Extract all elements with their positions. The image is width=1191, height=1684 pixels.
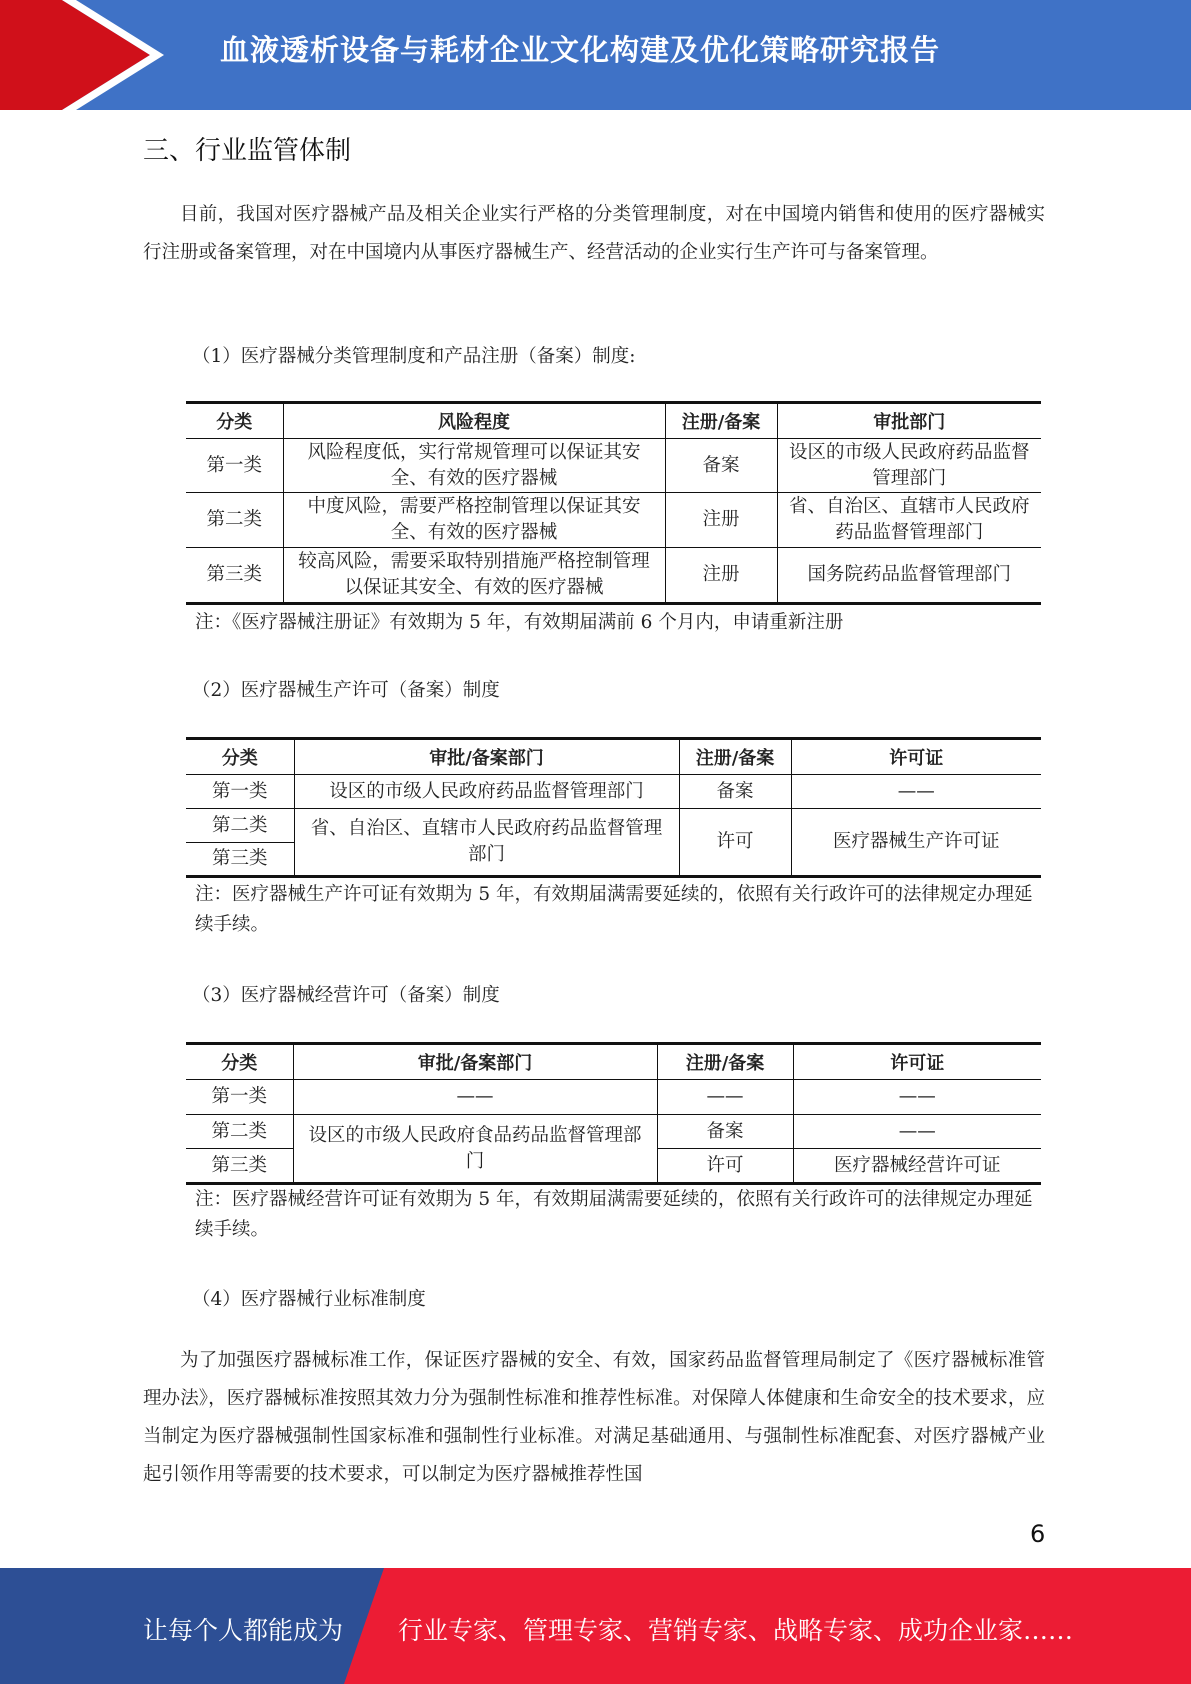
col-header: 注册/备案: [679, 739, 791, 775]
col-header: 分类: [186, 403, 283, 439]
col-header: 许可证: [793, 1044, 1041, 1080]
table-cell: 第一类: [186, 775, 294, 809]
header-banner: [0, 0, 1191, 110]
table-cell: ——: [791, 775, 1041, 809]
table-cell: 第三类: [186, 843, 294, 877]
table-note: 注：医疗器械经营许可证有效期为 5 年，有效期届满需要延续的，依照有关行政许可的法律规定办理延续手续。: [195, 1189, 1033, 1240]
table-cell: 中度风险，需要严格控制管理以保证其安全、有效的医疗器械: [283, 493, 665, 548]
table-note: 注：医疗器械生产许可证有效期为 5 年，有效期届满需要延续的，依照有关行政许可的法律规定办理延续手续。: [195, 884, 1033, 935]
col-header: 注册/备案: [657, 1044, 793, 1080]
section-title: 三、行业监管体制: [143, 136, 352, 166]
merged-license-cell: 医疗器械生产许可证: [791, 809, 1041, 877]
table-cell: 较高风险，需要采取特别措施严格控制管理以保证其安全、有效的医疗器械: [283, 548, 665, 604]
table-cell: 备案: [665, 439, 777, 493]
table-cell: 第一类: [186, 439, 283, 493]
table-cell: ——: [793, 1080, 1041, 1115]
subheading-4: （4）医疗器械行业标准制度: [192, 1289, 426, 1310]
table-cell: 第二类: [186, 1115, 293, 1149]
table-cell: ——: [293, 1080, 657, 1115]
table-row: [186, 439, 1041, 493]
table-cell: 许可: [657, 1149, 793, 1184]
table-cell: ——: [657, 1080, 793, 1115]
table-row: [186, 775, 1041, 809]
table-cell: 第一类: [186, 1080, 293, 1115]
col-header: 审批部门: [777, 403, 1041, 439]
table-cell: 医疗器械经营许可证: [793, 1149, 1041, 1184]
table-cell: 第三类: [186, 548, 283, 604]
col-header: 审批/备案部门: [293, 1044, 657, 1080]
footer-slogan-left: 让每个人都能成为: [143, 1616, 344, 1645]
footer-slogan-right: 行业专家、管理专家、营销专家、战略专家、成功企业家……: [398, 1616, 1074, 1645]
production-license-table: [186, 737, 1041, 878]
table-cell: 设区的市级人民政府药品监督管理部门: [777, 439, 1041, 493]
table-cell: 注册: [665, 493, 777, 548]
merged-type-cell: 许可: [679, 809, 791, 877]
table-cell: 第三类: [186, 1149, 293, 1184]
intro-paragraph: 目前，我国对医疗器械产品及相关企业实行严格的分类管理制度，对在中国境内销售和使用的医疗器械实行注册或备案管理，对在中国境内从事医疗器械生产、经营活动的企业实行生产许可与备案管理。: [143, 204, 1045, 263]
table-cell: 省、自治区、直辖市人民政府药品监督管理部门: [777, 493, 1041, 548]
table-cell: 国务院药品监督管理部门: [777, 548, 1041, 604]
classification-table: [186, 401, 1041, 605]
table-cell: 第二类: [186, 809, 294, 843]
report-title: 血液透析设备与耗材企业文化构建及优化策略研究报告: [220, 33, 941, 67]
table-cell: 风险程度低，实行常规管理可以保证其安全、有效的医疗器械: [283, 439, 665, 493]
merged-dept-cell: 设区的市级人民政府食品药品监督管理部门: [293, 1115, 657, 1184]
subheading-3: （3）医疗器械经营许可（备案）制度: [192, 985, 500, 1006]
standards-paragraph: 为了加强医疗器械标准工作，保证医疗器械的安全、有效，国家药品监督管理局制定了《医疗器械标准管理办法》，医疗器械标准按照其效力分为强制性标准和推荐性标准。对保障人体健康和生命安全的技术要求，应当制定为医疗器械强制性国家标准和强制性行业标准。对满足基础通用、与强制性标准配套、对医疗器械产业起引领作用等需要的技术要求，可以制定为医疗器械推荐性国: [143, 1350, 1045, 1485]
col-header: 分类: [186, 739, 294, 775]
table-row: [186, 809, 1041, 843]
table-note: 注：《医疗器械注册证》有效期为 5 年，有效期届满前 6 个月内，申请重新注册: [195, 612, 844, 633]
table-row: [186, 1080, 1041, 1115]
table-cell: 备案: [657, 1115, 793, 1149]
subheading-2: （2）医疗器械生产许可（备案）制度: [192, 680, 500, 701]
operation-license-table: [186, 1042, 1041, 1185]
page-number: 6: [1030, 1520, 1046, 1548]
col-header: 风险程度: [283, 403, 665, 439]
table-header-row: [186, 739, 1041, 775]
table-row: [186, 493, 1041, 548]
table-header-row: [186, 1044, 1041, 1080]
col-header: 审批/备案部门: [294, 739, 679, 775]
table-row: [186, 1115, 1041, 1149]
col-header: 分类: [186, 1044, 293, 1080]
footer-banner: [0, 1568, 1191, 1684]
col-header: 许可证: [791, 739, 1041, 775]
merged-dept-cell: 省、自治区、直辖市人民政府药品监督管理部门: [294, 809, 679, 877]
table-header-row: [186, 403, 1041, 439]
table-cell: 设区的市级人民政府药品监督管理部门: [294, 775, 679, 809]
col-header: 注册/备案: [665, 403, 777, 439]
table-cell: 注册: [665, 548, 777, 604]
table-cell: ——: [793, 1115, 1041, 1149]
table-row: [186, 548, 1041, 604]
table-cell: 第二类: [186, 493, 283, 548]
table-cell: 备案: [679, 775, 791, 809]
subheading-1: （1）医疗器械分类管理制度和产品注册（备案）制度:: [192, 346, 636, 367]
